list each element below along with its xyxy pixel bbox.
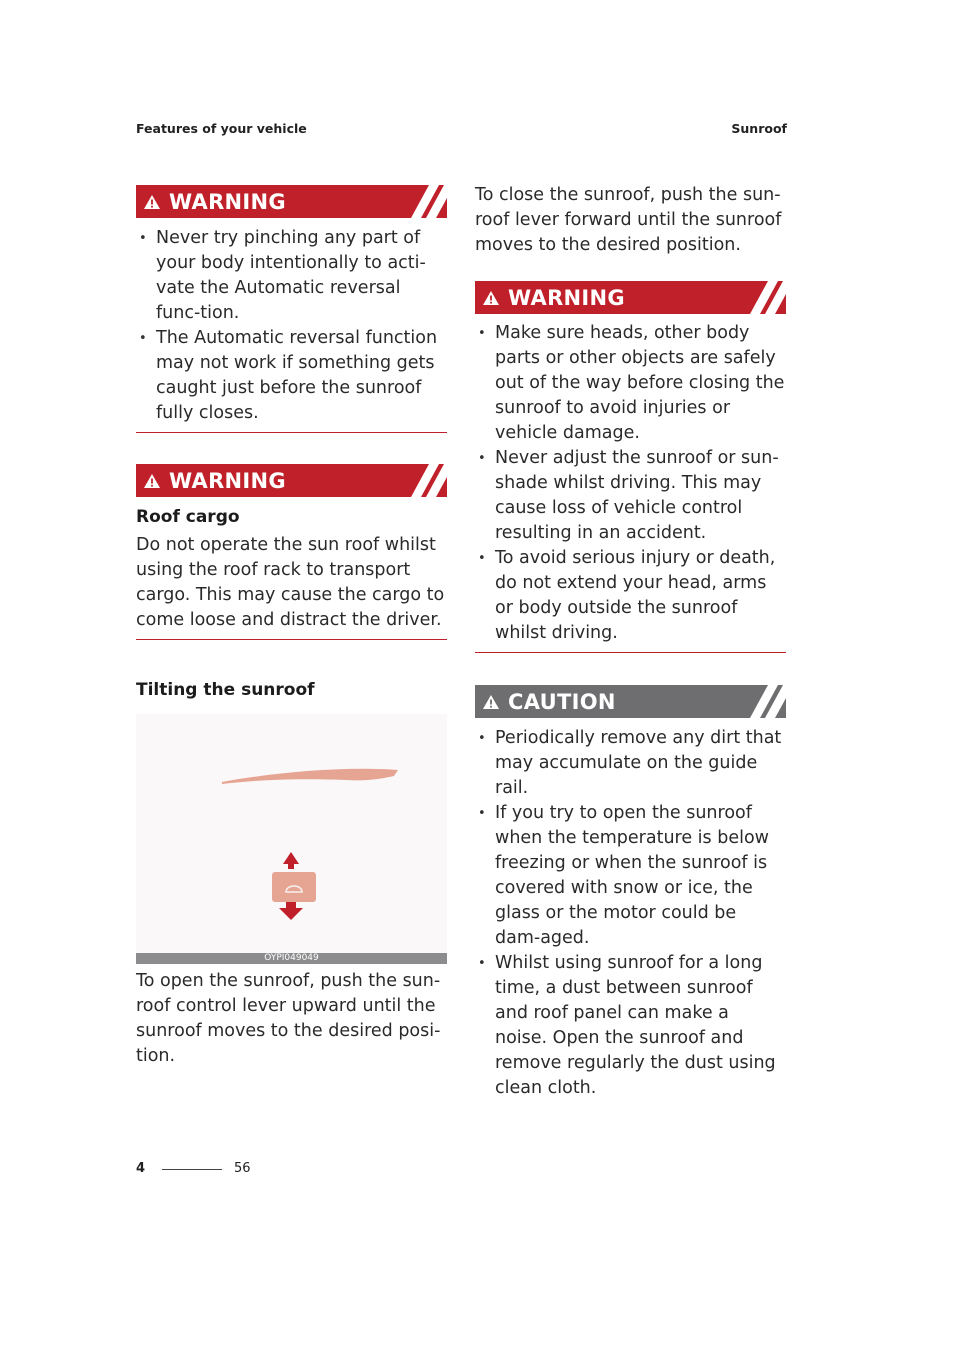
warning-triangle-icon (478, 692, 504, 712)
section-title: Tilting the sunroof (136, 680, 315, 700)
double-slash-decoration (738, 281, 786, 314)
list-item: • Periodically remove any dirt that may accumulate on the guide rail. (475, 726, 786, 801)
section-divider (136, 639, 447, 640)
list-item: • To avoid serious injury or death, do not extend your head, arms or body outside the sunroof whilst driving. (475, 546, 786, 646)
warning-banner (136, 464, 447, 497)
list-item: • The Automatic reversal function may not work if something gets caught just before the sunroof fully closes. (136, 326, 447, 426)
warning-body: Do not operate the sun roof whilst using the roof rack to transport cargo. This may cause the cargo to come loose and distract the driver. (136, 535, 445, 630)
footer-rule (162, 1169, 222, 1170)
close-instruction-paragraph: To close the sunroof, push the sun-roof lever forward until the sunroof moves to the desired position. (475, 185, 782, 255)
open-instruction-paragraph: To open the sunroof, push the sun-roof control lever upward until the sunroof moves to the desired posi-tion. (136, 971, 441, 1066)
caution-banner (475, 685, 786, 718)
section-divider (136, 432, 447, 433)
warning-title: WARNING (169, 468, 286, 493)
running-header-section: Sunroof (731, 121, 787, 136)
warning-subtitle: Roof cargo (136, 507, 240, 527)
double-slash-decoration (738, 685, 786, 718)
double-slash-decoration (399, 185, 447, 218)
list-item: • If you try to open the sunroof when the temperature is below freezing or when the sunroof is covered with snow or ice, the glass or the motor could be dam-aged. (475, 801, 786, 951)
warning-banner (475, 281, 786, 314)
list-item: • Never try pinching any part of your body intentionally to acti-vate the Automatic reversal func-tion. (136, 226, 447, 326)
caution-list (475, 726, 786, 1101)
warning-banner (136, 185, 447, 218)
warning-triangle-icon (139, 471, 165, 491)
warning-triangle-icon (139, 192, 165, 212)
section-divider (475, 652, 786, 653)
warning-title: WARNING (508, 285, 625, 310)
warning-list (475, 321, 786, 646)
running-header-chapter: Features of your vehicle (136, 121, 307, 136)
warning-list (136, 226, 447, 426)
caution-title: CAUTION (508, 689, 616, 714)
double-slash-decoration (399, 464, 447, 497)
sunroof-tilt-illustration (136, 714, 447, 964)
sunroof-lever-diagram (136, 714, 447, 953)
warning-triangle-icon (478, 288, 504, 308)
list-item: • Make sure heads, other body parts or other objects are safely out of the way before closing the sunroof to avoid injuries or vehicle damage. (475, 321, 786, 446)
list-item: • Whilst using sunroof for a long time, a dust between sunroof and roof panel can make a noise. Open the sunroof and remove regularly the dust using clean cloth. (475, 951, 786, 1101)
figure-code: OYPI049049 (136, 953, 447, 964)
warning-title: WARNING (169, 189, 286, 214)
footer-page-number: 56 (234, 1161, 251, 1176)
footer-chapter-number: 4 (136, 1161, 146, 1176)
list-item: • Never adjust the sunroof or sun-shade whilst driving. This may cause loss of vehicle control resulting in an accident. (475, 446, 786, 546)
